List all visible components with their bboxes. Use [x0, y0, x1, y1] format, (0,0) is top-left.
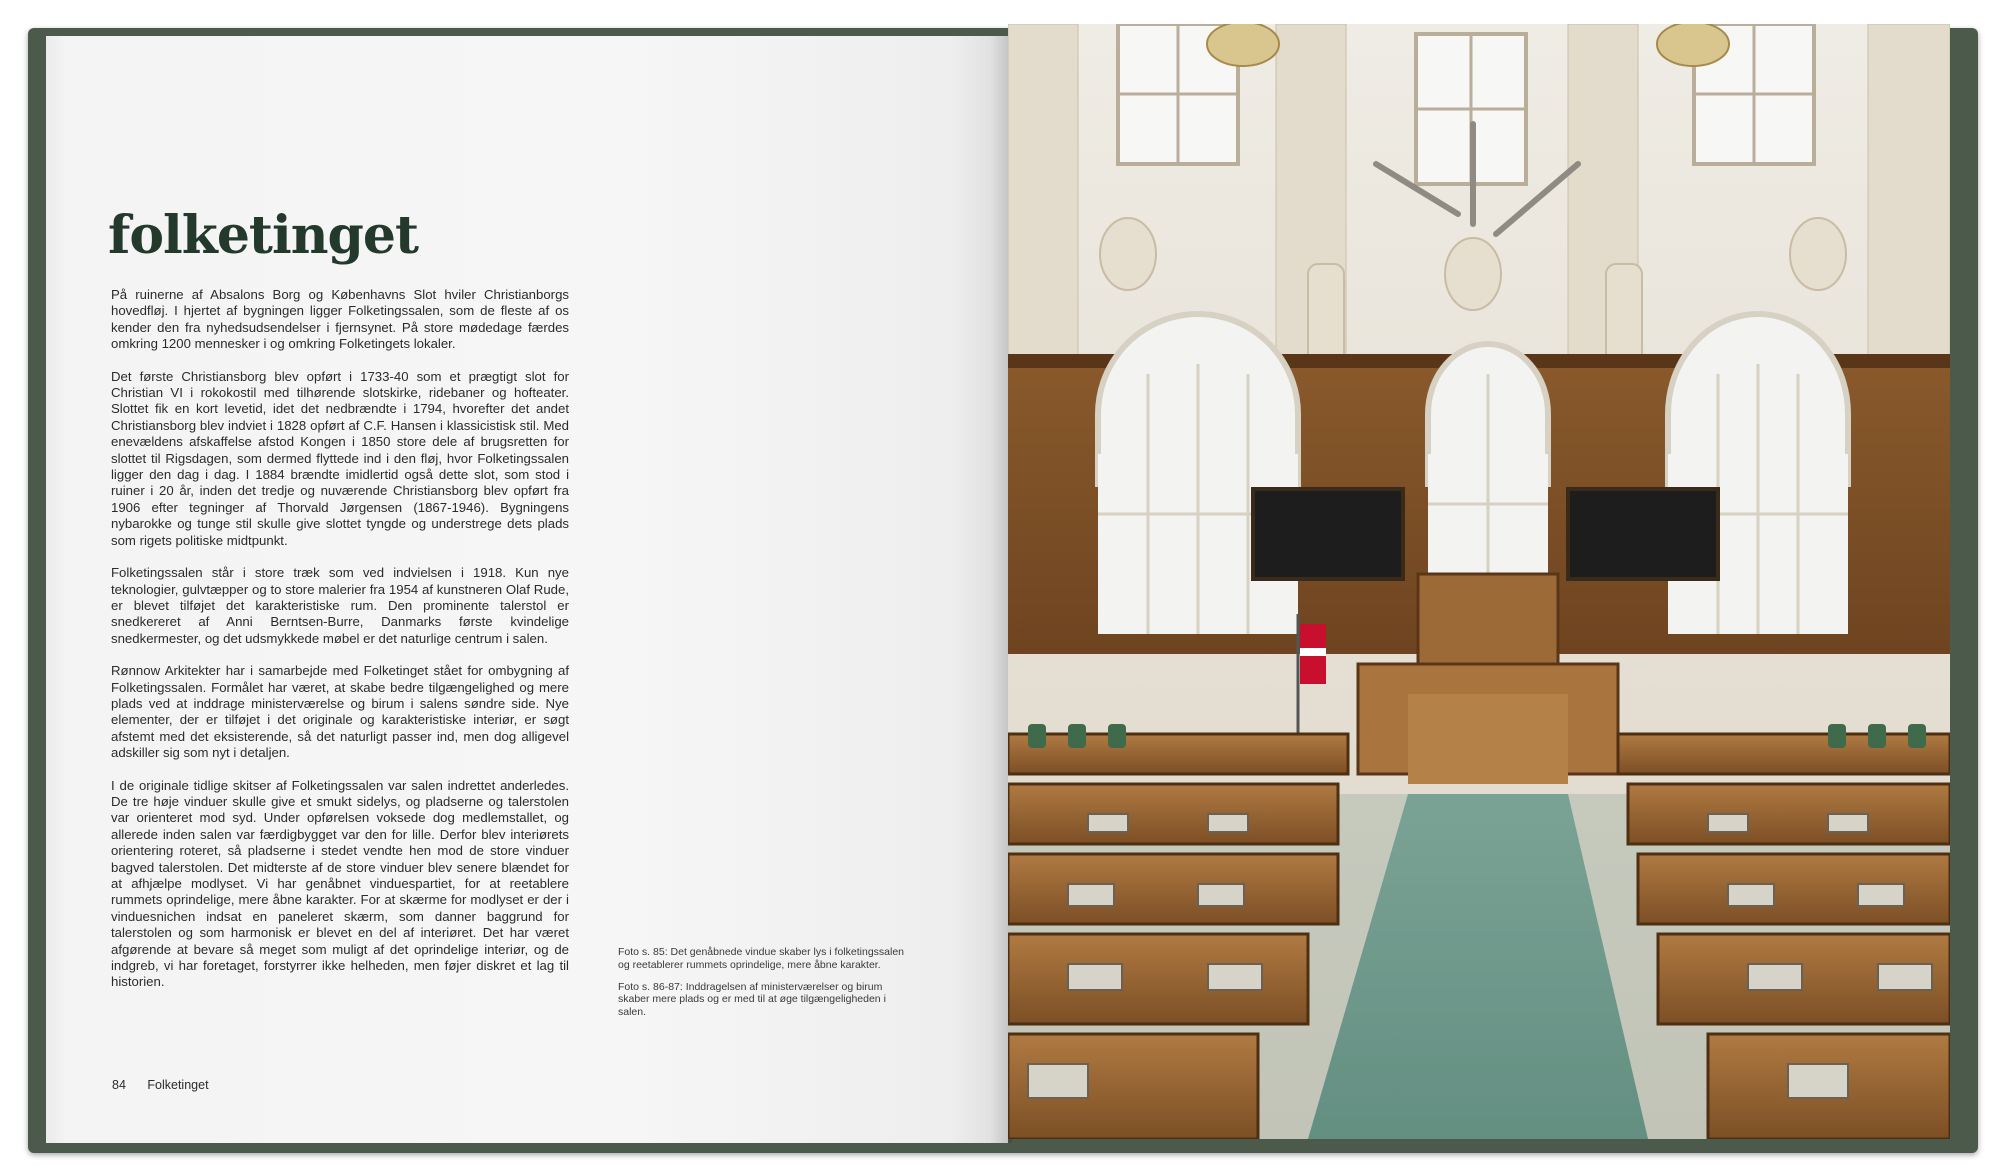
running-title: Folketinget: [147, 1078, 209, 1092]
paragraph-4: Rønnow Arkitekter har i samarbejde med Folketinget stået for ombygning af Folketingssalen. Formålet har været, at skabe bedre tilgængelighed og mere plads ved at inddrage ministerværelse og birum i salens søndre side. Nye elementer, der er tilføjet i det originale og karakteristiske interiør, er søgt afstemt med det eksisterende, så det naturligt passer ind, men dog alligevel adskiller sig som nyt i detaljen.: [111, 663, 569, 761]
page-heading: folketinget: [108, 205, 418, 266]
caption-2: Foto s. 86-87: Inddragelsen af ministerværelser og birum skaber mere plads og er med til at øge tilgængeligheden i salen.: [618, 980, 886, 1019]
paragraph-2: Det første Christiansborg blev opført i 1733-40 som et prægtigt slot for Christian VI i rokokostil med tilhørende slotskirke, ridebaner og hofteater. Slottet fik en kort levetid, idet det nedbrændte i 1794, hvorefter det andet Christiansborg blev indviet i 1828 opført af C.F. Hansen i klassicistisk stil. Med enevældens afskaffelse afstod Kongen i 1850 store dele af brugsretten for slottet til Rigsdagen, som dermed flyttede ind i den fløj, hvor Folketingssalen ligger den dag i dag. I 1884 brændte imidlertid også dette slot, som stod i ruiner i 20 år, inden det tredje og nuværende Christiansborg blev opført fra 1906 efter tegninger af Thorvald Jørgensen (1867-1946). Bygningens nybarokke og tunge stil skulle give slottet tyngde og understrege dets plads som rigets politiske midtpunkt.: [111, 368, 569, 548]
photo-captions: [618, 946, 910, 1028]
page-number: 84: [112, 1078, 126, 1092]
page-footer: [112, 1078, 227, 1092]
paragraph-3: Folketingssalen står i store træk som ved indvielsen i 1918. Kun nye teknologier, gulvtæpper og to store malerier fra 1954 af kunstneren Olaf Rude, er blevet tilføjet det karakteristiske rum. Den prominente talerstol er snedkereret af Anni Berntsen-Burre, Danmarks første kvindelige snedkermester, og det udsmykkede møbel er det naturlige centrum i salen.: [111, 565, 569, 646]
caption-1: Foto s. 85: Det genåbnede vindue skaber lys i folketingssalen og reetablerer rummets oprindelige, mere åbne karakter.: [618, 946, 905, 971]
parliament-hall-photo: [1008, 24, 1950, 1139]
paragraph-1: På ruinerne af Absalons Borg og Københavns Slot hviler Christianborgs hovedfløj. I hjertet af bygningen ligger Folketingssalen, som de fleste af os kender den fra nyhedsudsendelser i fjernsynet. På store mødedage færdes omkring 1200 mennesker i og omkring Folketingets lokaler.: [111, 287, 569, 352]
right-page-photo: [1008, 24, 1950, 1139]
article-body: [111, 287, 569, 1007]
paragraph-5: I de originale tidlige skitser af Folketingssalen var salen indrettet anderledes. De tre høje vinduer skulle give et smukt sidelys, og pladserne og talerstolen var orienteret mod syd. Under opførelsen voksede dog medlemstallet, og allerede inden salen var færdigbygget var den for lille. Derfor blev interiørets orientering roteret, så pladserne i stedet vendte hen mod de store vinduer bagved talerstolen. Det midterste af de store vinduer blev senere blændet for at afhjælpe modlyset. Vi har genåbnet vinduespartiet, for at reetablere rummets oprindelige, mere åbne karakter. For at skærme for modlyset er der i vinduesnichen indsat en paneleret skærm, som danner baggrund for talerstolen og som harmonisk er blevet en del af interiøret. Det har været afgørende at bevare så meget som muligt af det oprindelige interiør, og de indgreb, vi har foretaget, forstyrrer ikke helheden, men føjer diskret et lag til historien.: [111, 777, 569, 990]
